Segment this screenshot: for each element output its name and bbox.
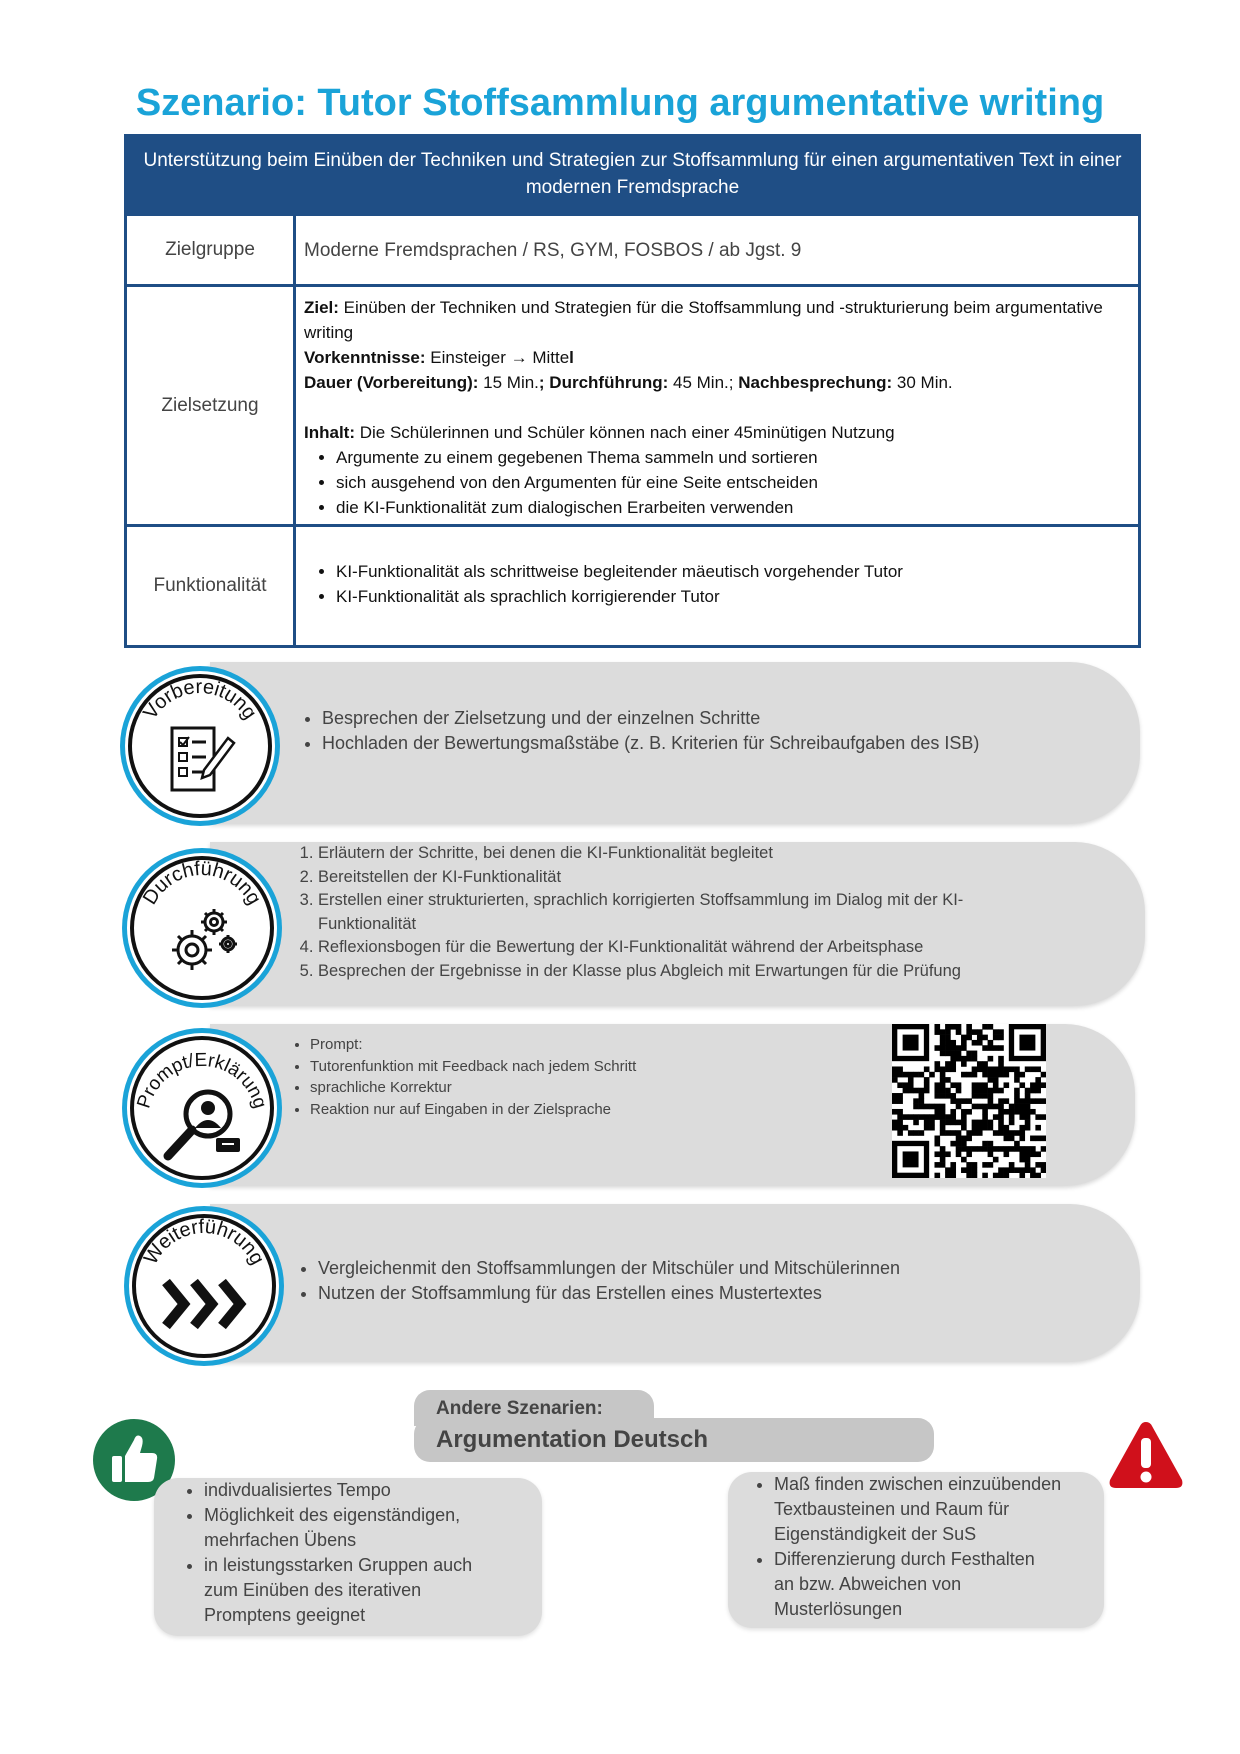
checklist-pen-icon <box>166 724 238 796</box>
vorkenntnisse-label: Vorkenntnisse: <box>304 348 426 367</box>
durchfuehrung-text: 45 Min.; <box>668 373 734 392</box>
inhalt-list <box>304 445 1130 520</box>
list-item: • in leistungsstarken Gruppen auch zum Einüben des iterativen Promptens geeignet <box>204 1553 542 1628</box>
cons-box <box>728 1472 1104 1628</box>
triple-chevron-icon <box>160 1276 250 1332</box>
inhalt-label: Inhalt: <box>304 423 355 442</box>
list-item: • sich ausgehend von den Argumenten für eine Seite entscheiden <box>336 470 1130 495</box>
list-item: 1. Erläutern der Schritte, bei denen die KI-Funktionalität begleitet <box>318 842 1145 866</box>
vorkenntnisse-text: Einsteiger → Mitte <box>425 348 570 367</box>
svg-text:Vorbereitung: Vorbereitung <box>139 675 261 724</box>
pros-box <box>154 1478 542 1636</box>
phase-vorbereitung-panel <box>210 662 1140 824</box>
magnifier-person-icon <box>160 1084 244 1168</box>
list-item: • Argumente zu einem gegebenen Thema sammeln und sortieren <box>336 445 1130 470</box>
vorkenntnisse-line <box>304 345 1130 370</box>
durchfuehrung-badge <box>122 848 282 1008</box>
row-funktionalitaet <box>127 524 1138 645</box>
qr-code <box>892 1024 1046 1178</box>
svg-text:Prompt/Erklärung: Prompt/Erklärung <box>133 1049 271 1111</box>
vorbereitung-list <box>210 662 1140 756</box>
list-item: 3. Erstellen einer strukturierten, sprachlich korrigierten Stoffsammlung im Dialog mit der KI-Funktionalität <box>318 889 1145 936</box>
list-item: • Maß finden zwischen einzuübenden Textbausteinen und Raum für Eigenständigkeit der SuS <box>774 1472 1104 1547</box>
pros-list <box>154 1478 542 1628</box>
label-funktionalitaet: Funktionalität <box>127 527 296 645</box>
list-item: 4. Reflexionsbogen für die Bewertung der KI-Funktionalität während der Arbeitsphase <box>318 936 1145 960</box>
ziel-label: Ziel: <box>304 298 339 317</box>
phase-durchfuehrung-panel <box>210 842 1145 1006</box>
dauer-label: Dauer (Vorbereitung): <box>304 373 479 392</box>
list-item: • KI-Funktionalität als schrittweise begleitender mäeutisch vorgehender Tutor <box>336 559 1130 584</box>
list-item: • Reaktion nur auf Eingaben in der Zielsprache <box>310 1099 1135 1121</box>
gears-icon <box>162 900 242 980</box>
inhalt-line <box>304 420 1130 445</box>
list-item: • indivdualisiertes Tempo <box>204 1478 542 1503</box>
argumentation-deutsch-link[interactable]: Argumentation Deutsch <box>436 1426 709 1453</box>
list-item: • Möglichkeit des eigenständigen, mehrfachen Übens <box>204 1503 542 1553</box>
list-item: • Tutorenfunktion mit Feedback nach jedem Schritt <box>310 1056 1135 1078</box>
table-header: Unterstützung beim Einüben der Techniken und Strategien zur Stoffsammlung für einen argumentativen Text in einer modernen Fremdsprache <box>127 137 1138 213</box>
list-item: • die KI-Funktionalität zum dialogischen Erarbeiten verwenden <box>336 495 1130 520</box>
ziel-text: Einüben der Techniken und Strategien für die Stoffsammlung und -strukturierung beim argumentative writing <box>304 298 1103 342</box>
list-item: 5. Besprechen der Ergebnisse in der Klasse plus Abgleich mit Erwartungen für die Prüfung <box>318 960 1145 984</box>
row-zielgruppe <box>127 213 1138 284</box>
ziel-line <box>304 295 1130 345</box>
svg-text:Weiterführung: Weiterführung <box>139 1215 269 1269</box>
svg-text:Durchführung: Durchführung <box>138 857 266 909</box>
row-zielsetzung <box>127 284 1138 524</box>
page-title: Szenario: Tutor Stoffsammlung argumentative writing <box>135 82 1105 124</box>
value-zielgruppe: Moderne Fremdsprachen / RS, GYM, FOSBOS / ab Jgst. 9 <box>304 239 802 261</box>
list-item: 2. Bereitstellen der KI-Funktionalität <box>318 866 1145 890</box>
value-zielsetzung <box>296 287 1138 524</box>
label-zielgruppe: Zielgruppe <box>127 216 296 284</box>
list-item: • Differenzierung durch Festhalten an bzw. Abweichen von Musterlösungen <box>774 1547 1104 1622</box>
value-funktionalitaet <box>296 527 1138 645</box>
list-item: • sprachliche Korrektur <box>310 1077 1135 1099</box>
andere-szenarien-label: Andere Szenarien: <box>436 1398 603 1419</box>
list-item: • Vergleichenmit den Stoffsammlungen der Mitschüler und Mitschülerinnen <box>318 1256 1140 1281</box>
scenario-table <box>124 134 1141 648</box>
list-item: • Nutzen der Stoffsammlung für das Erstellen eines Mustertextes <box>318 1281 1140 1306</box>
list-item: • KI-Funktionalität als sprachlich korrigierender Tutor <box>336 584 1130 609</box>
vorkenntnisse-end: l <box>569 348 574 367</box>
prompt-badge <box>122 1028 282 1188</box>
phase-weiterfuehrung-panel <box>210 1204 1140 1362</box>
weiterfuehrung-list <box>210 1204 1140 1306</box>
dauer-line <box>304 370 1130 395</box>
vorbereitung-badge <box>120 666 280 826</box>
weiterfuehrung-badge <box>124 1206 284 1366</box>
warning-icon <box>1106 1418 1186 1492</box>
dauer-text: 15 Min. <box>478 373 539 392</box>
durchfuehrung-label: Durchführung: <box>544 373 669 392</box>
nachbesprechung-label: Nachbesprechung: <box>733 373 893 392</box>
list-item: • Hochladen der Bewertungsmaßstäbe (z. B. Kriterien für Schreibaufgaben des ISB) <box>322 731 1140 756</box>
dauer-sep: ; <box>538 373 545 392</box>
durchfuehrung-list <box>210 842 1145 983</box>
funktionalitaet-list <box>304 559 1130 609</box>
nachbesprechung-text: 30 Min. <box>892 373 953 392</box>
label-zielsetzung: Zielsetzung <box>127 287 296 524</box>
inhalt-text: Die Schülerinnen und Schüler können nach einer 45minütigen Nutzung <box>355 423 895 442</box>
cons-list <box>728 1472 1104 1622</box>
list-item: • Prompt: <box>310 1034 1135 1056</box>
list-item: • Besprechen der Zielsetzung und der einzelnen Schritte <box>322 706 1140 731</box>
